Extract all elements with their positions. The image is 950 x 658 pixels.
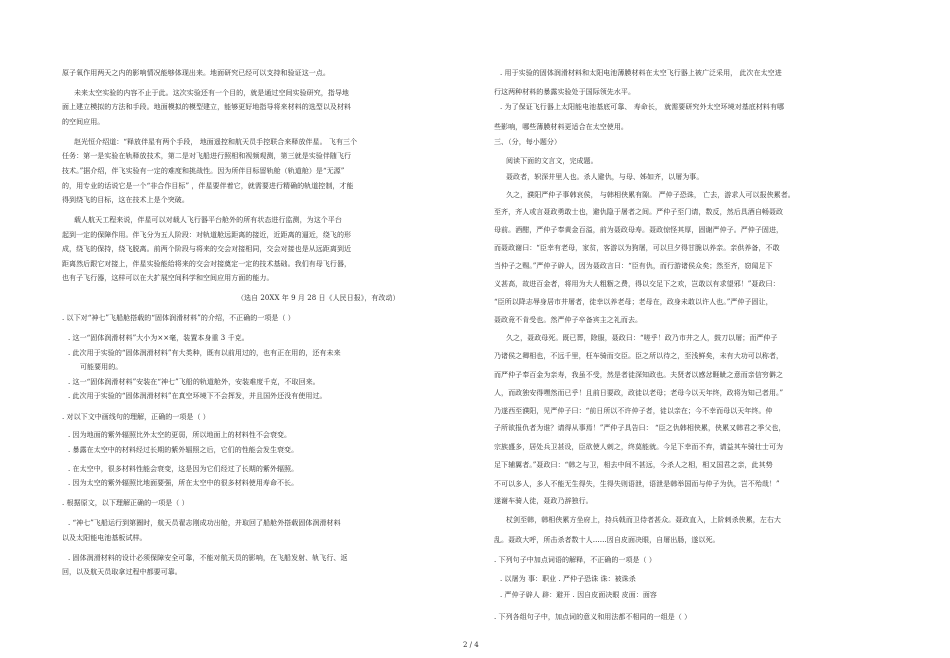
right-text-line: 当仲子之赐。”严仲子辟人，因为聂政言曰：“臣有仇，而行游诸侯众矣；然至齐，窃闻足下 xyxy=(494,262,773,270)
left-text-line: . 以下对“神七”飞船舱搭载的“固体润滑材料”的介绍，不正确的一项是（ ） xyxy=(62,314,295,322)
left-text-line: 原子氧作用两天之内的影响情况能够体现出来。地面研究已经可以支持和验证这一点。 xyxy=(62,69,330,77)
right-text-line: 宗族盛多，居处兵卫甚设，臣欲使人刺之，终莫能就。今足下幸而不弃，请益其车骑壮士可为 xyxy=(494,443,784,451)
left-text-line: 载人航天工程来说，伴星可以对载人飞行器平台舱外的所有状态进行监测，为这个平台 xyxy=(74,216,342,224)
right-text-line: 义甚高，故进百金者，将用为大人粗粝之费，得以交足下之欢，岂敢以有求望邪！”聂政曰： xyxy=(494,280,780,288)
right-text-line: 人，而政独安得嘿然而已乎！且前日要政，政徒以老母；老母今以天年终，政将为知己者用。” xyxy=(494,389,784,397)
left-text-line: 的，用专业的话说它是一个“非合作目标” ，伴星要伴着它，就需要进行精确的轨道控制，才能 xyxy=(62,182,354,190)
right-text-line: . 为了保证飞行器上太阳能电池基底可靠、 寿命长， 就需要研究外太空环境对基底材料有哪 xyxy=(500,103,785,111)
right-text-line: 久之，濮阳严仲子事韩哀侯， 与韩相侠累有隙。 严仲子恐诛， 亡去，游求人可以报侠累者。 xyxy=(506,191,795,199)
right-text-line: . 用于实验的固体润滑材料和太阳电池薄膜材料在太空飞行器上被广泛采用， 此次在太空进 xyxy=(500,69,782,77)
left-text-line: 得到绕飞的目标，这在技术上是个突破。 xyxy=(62,196,189,204)
right-text-line: 遂谢车骑人徒，聂政乃辞独行。 xyxy=(494,497,593,505)
right-text-line: 至齐，齐人或言聂政勇敢士也，避仇隐于屠者之间。严仲子至门请，数反，然后具酒自畅聂政 xyxy=(494,208,784,216)
left-text-line: 可能要用的。 xyxy=(80,363,123,371)
left-text-line: 赵光恒介绍道：“释放伴星有两个手段， 地面遥控和航天员手控联合来释放伴星。 飞有三个 xyxy=(74,138,358,146)
left-text-line: 成，绕飞的保持，绕飞脱离。前两个阶段与将来的交会对接相同，交会对接也是从远距离到近 xyxy=(62,245,352,253)
left-text-line: 起到一定的保障作用。伴飞分为五人阶段：对轨道舱远距离的接近，近距离的逼近，绕飞的形 xyxy=(62,231,352,239)
right-text-line: 不可以多人，多人不能无生得失，生得失则语泄，语泄是韩举国而与仲子为仇，岂不殆哉！” xyxy=(494,480,780,488)
left-text-line: . 对以下文中画线句的理解，正确的一项是（ ） xyxy=(62,413,210,421)
right-text-line: 行这两种材料的暴露实验处于国际领先水平。 xyxy=(494,88,635,96)
right-text-line: “臣所以降志辱身居市井屠者，徒幸以养老母；老母在，政身未敢以许人也。”严仲子固让， xyxy=(494,298,773,306)
left-text-line: 回，以及航天员取拿过程中都要可靠。 xyxy=(62,568,182,576)
left-text-line: . 暴露在太空中的材料经过长期的紫外辐照之后，它们的性能会发生衰变。 xyxy=(68,446,299,454)
right-text-line: 些影响，哪些薄膜材料更适合在太空使用。 xyxy=(494,123,628,131)
left-text-line: . 这一“固体润滑材料”安装在“神七”飞船的轨道舱外，安装难度千克，不取回来。 xyxy=(68,378,320,386)
left-text-line: 以及太阳能电池基板试样。 xyxy=(62,534,147,542)
left-text-line: 技术。”据介绍，伴飞实验有一定的难度和挑战性。因为所伴目标留轨舱（轨道舱）是“无源” xyxy=(62,167,345,175)
page-number: 2 / 4 xyxy=(463,641,479,649)
left-text-line: . 因为太空的紫外辐照比地面要强，所在太空中的很多材料使用寿命不长。 xyxy=(68,479,299,487)
left-text-line: . 此次用于实验的“固体润滑材料”在真空环境下不会挥发，并且国外还没有使用过。 xyxy=(68,392,327,400)
left-text-line: . 在太空中，很多材料性能会衰变，这是因为它们经过了长期的紫外辐照。 xyxy=(68,465,299,473)
left-text-line: . “神七”飞船运行到第圈时，航天员翟志刚成功出舱，并取回了船舱外搭载固体润滑材料 xyxy=(68,519,341,527)
left-text-line: . 根据原文，以下理解正确的一项是（ ） xyxy=(62,499,189,507)
left-text-line: 距离然后跟它对接上，伴星实验能给将来的交会对接奠定一定的技术基础。我们有母飞行器， xyxy=(62,260,352,268)
right-text-line: 而严仲子奉百金为亲寿，我虽不受，然是者徒深知政也。夫贤者以感忿睚眦之意而亲信穷僻之 xyxy=(494,371,784,379)
left-text-line: . 这一“固体润滑材料”大小为××毫，装置本身重 3 千克。 xyxy=(68,334,249,342)
left-text-line: 面上建立模拟的方法和手段。地面模拟的模型建立，能够更好地指导将来材料的选型以及材料 xyxy=(62,103,352,111)
right-text-line: 乱。聂政大呼，所击杀者数十人……因自皮面决眼，自屠出肠，遂以死。 xyxy=(494,536,720,544)
left-text-line: （选自 20XX 年 9 月 28 日《人民日报》，有改动） xyxy=(237,294,400,302)
right-text-line: 三、（分，每小题分） xyxy=(494,138,561,146)
right-text-line: 足下辅翼者。”聂政曰：“韩之与卫，相去中间不甚远，今杀人之相，相又国君之亲，此其势 xyxy=(494,461,773,469)
left-text-line: 也有子飞行器，这样可以在大扩展空间科学和空间应用方面的能力。 xyxy=(62,274,274,282)
left-text-line: 的空间应用。 xyxy=(62,118,105,126)
right-text-line: 杖剑至韩，韩相侠累方坐府上，持兵戟而卫侍者甚众。聂政直入，上阶刺杀侠累，左右大 xyxy=(506,516,781,524)
right-text-line: . 下列句子中加点词语的解释，不正确的一项是（ ） xyxy=(494,556,656,564)
right-text-line: 子所欲报仇者为谁？请得从事焉！”严仲子具告曰： “臣之仇韩相侠累，侠累又韩君之季父也， xyxy=(494,424,786,432)
right-text-line: 聂政竟不肯受也。然严仲子卒备宾主之礼而去。 xyxy=(494,316,643,324)
right-text-line: 而聂政谢曰：“臣幸有老母，家贫，客游以为狗屠，可以旦夕得甘脆以养亲。亲供养备，不敢 xyxy=(494,244,780,252)
right-text-line: 乃遂西至濮阳，见严仲子曰：“前日所以不许仲子者，徒以亲在；今不幸而母以天年终。仲 xyxy=(494,407,773,415)
right-text-line: 久之，聂政母死。既已葬，除服，聂政曰：“嗟乎！政乃市井之人，鼓刀以屠；而严仲子 xyxy=(506,334,778,342)
right-text-line: 乃诸侯之卿相也，不远千里，枉车骑而交臣。臣之所以待之，至浅鲜矣，未有大功可以称者， xyxy=(494,352,784,360)
right-text-line: 聂政者，轵深井里人也。杀人避仇，与母、姊如齐，以屠为事。 xyxy=(506,173,704,181)
left-text-line: . 因为地面的紫外辐照比外太空的更弱，所以地面上的材料性不会衰变。 xyxy=(68,431,292,439)
right-text-line: . 严仲子辟人 辟：避开 . 因自皮面决眼 皮面：面容 xyxy=(500,591,657,599)
right-text-line: . 下列各组句子中，加点词的意义和用法都不相同的一组是（ ） xyxy=(494,613,692,621)
left-text-line: . 固体润滑材料的设计必须保障安全可靠，不能对航天员的影响，在飞船发射、轨飞行、返 xyxy=(68,554,348,562)
left-text-line: . 此次用于实验的“固体润滑材料”有大类种，既有以前用过的，也有正在用的，还有未来 xyxy=(68,349,341,357)
right-text-line: 阅读下面的文言文，完成题。 xyxy=(506,157,598,165)
right-text-line: . 以屠为 事：职业 . 严仲子恐诛 诛：被诛杀 xyxy=(500,575,636,583)
left-text-line: 未来太空实验的内容不止于此。这次实验还有一个目的，就是通过空间实验研究，指导地 xyxy=(74,89,349,97)
right-text-line: 母前。酒酣，严仲子奉黄金百溢，前为聂政母寿。聂政惊怪其厚，固谢严仲子。严仲子固进， xyxy=(494,226,784,234)
left-text-line: 任务：第一是实验在轨释放技术，第二是对飞船进行照相和视频观测，第三就是实验伴随飞行 xyxy=(62,152,352,160)
